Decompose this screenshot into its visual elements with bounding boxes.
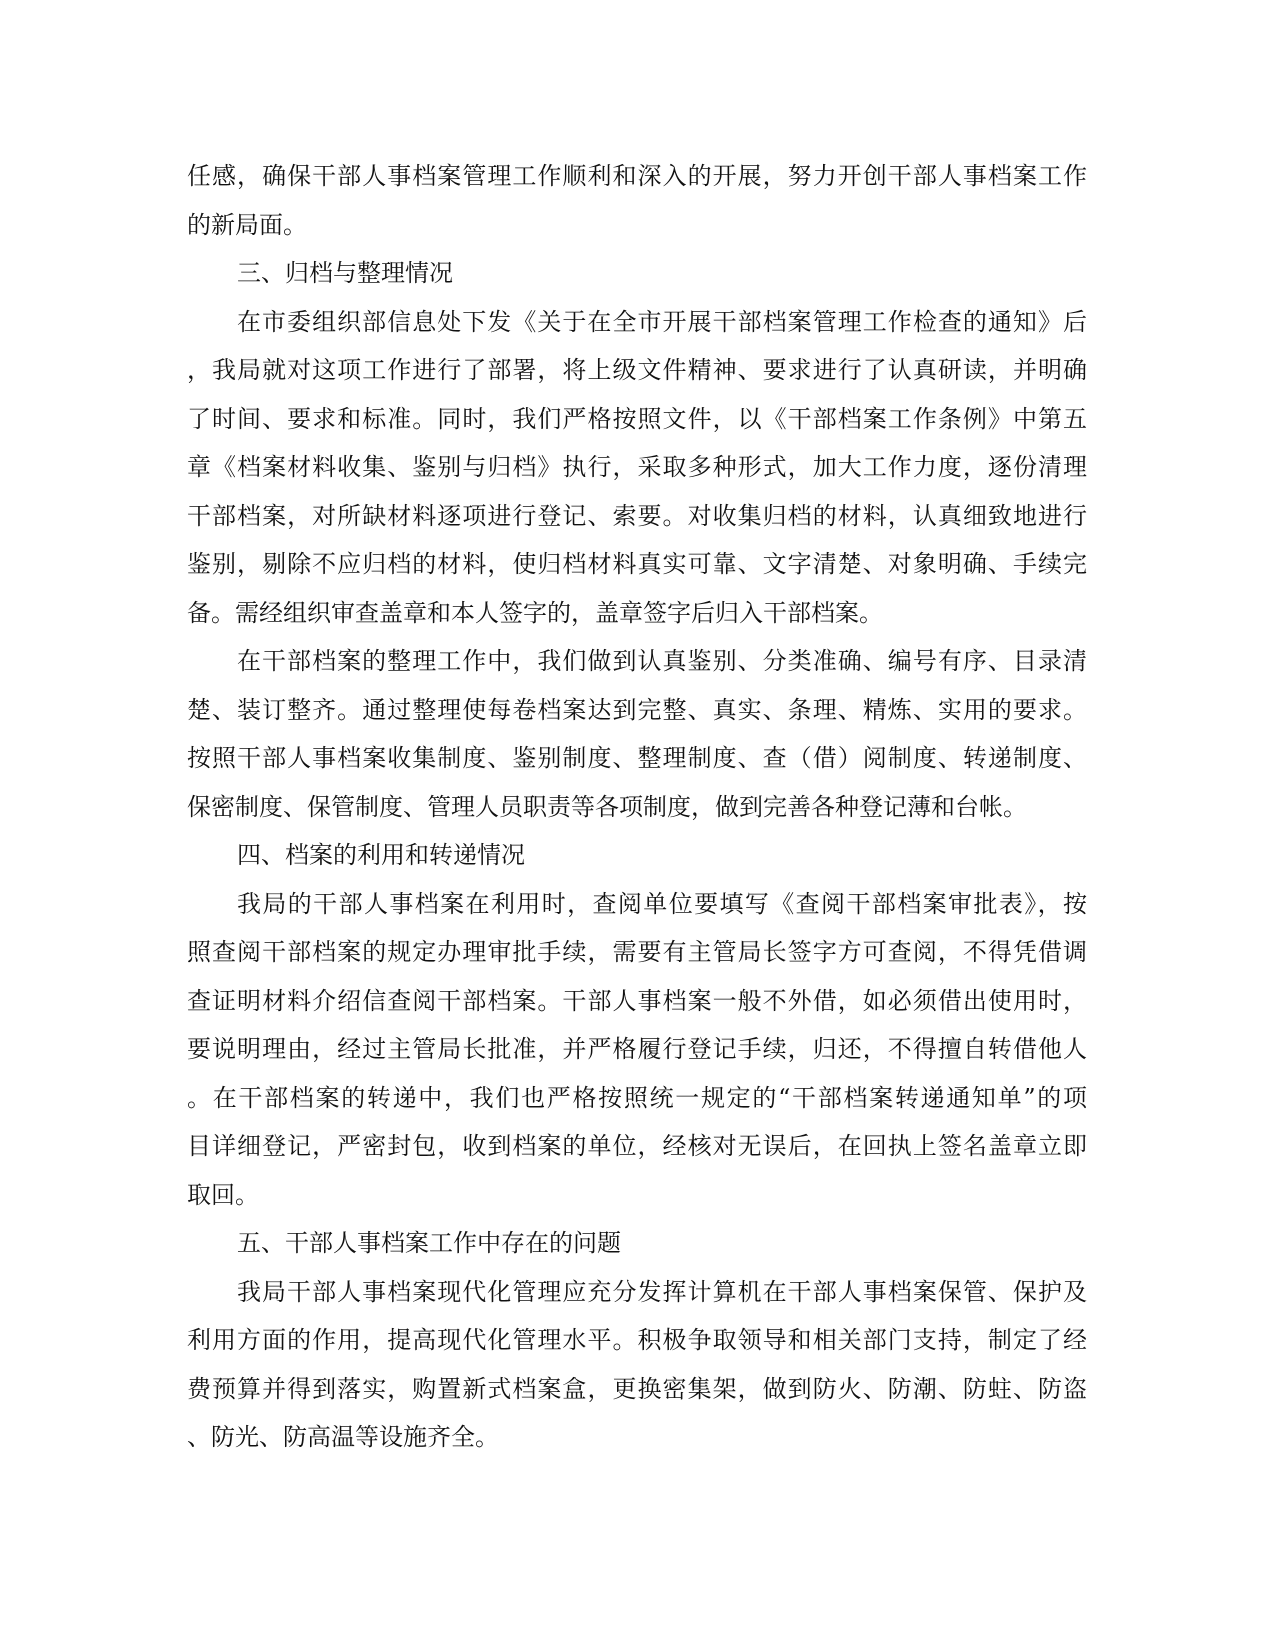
text-line: 我局的干部人事档案在利用时，查阅单位要填写《查阅干部档案审批表》，按 xyxy=(237,889,1087,918)
text-line: 的新局面。 xyxy=(187,210,307,239)
text-line: 鉴别，剔除不应归档的材料，使归档材料真实可靠、文字清楚、对象明确、手续完 xyxy=(187,550,1087,578)
text-line: 楚、装订整齐。通过整理使每卷档案达到完整、真实、条理、精炼、实用的要求。 xyxy=(187,695,1087,724)
document-body xyxy=(187,152,1087,1462)
text-line: 保密制度、保管制度、管理人员职责等各项制度，做到完善各种登记薄和台帐。 xyxy=(187,792,1027,821)
text-line: 备。需经组织审查盖章和本人签字的，盖章签字后归入干部档案。 xyxy=(187,598,883,627)
text-line: 我局干部人事档案现代化管理应充分发挥计算机在干部人事档案保管、保护及 xyxy=(237,1277,1087,1306)
text-line: 查证明材料介绍信查阅干部档案。干部人事档案一般不外借，如必须借出使用时， xyxy=(187,986,1087,1015)
text-line: 四、档案的利用和转递情况 xyxy=(237,841,525,869)
text-line: 照查阅干部档案的规定办理审批手续，需要有主管局长签字方可查阅，不得凭借调 xyxy=(187,938,1087,966)
text-line: 任感，确保干部人事档案管理工作顺利和深入的开展，努力开创干部人事档案工作 xyxy=(187,162,1087,190)
text-line: 五、干部人事档案工作中存在的问题 xyxy=(237,1229,621,1257)
text-line: 章《档案材料收集、鉴别与归档》执行，采取多种形式，加大工作力度，逐份清理 xyxy=(187,453,1087,481)
text-line: 三、归档与整理情况 xyxy=(237,259,453,287)
text-line: 了时间、要求和标准。同时，我们严格按照文件，以《干部档案工作条例》中第五 xyxy=(187,404,1087,433)
text-line: 。在干部档案的转递中，我们也严格按照统一规定的“干部档案转递通知单”的项 xyxy=(187,1083,1087,1112)
text-line: 要说明理由，经过主管局长批准，并严格履行登记手续，归还，不得擅自转借他人 xyxy=(187,1035,1087,1063)
text-line: 利用方面的作用，提高现代化管理水平。积极争取领导和相关部门支持，制定了经 xyxy=(187,1326,1087,1354)
text-line: 在干部档案的整理工作中，我们做到认真鉴别、分类准确、编号有序、目录清 xyxy=(237,647,1087,675)
text-line: 费预算并得到落实，购置新式档案盒，更换密集架，做到防火、防潮、防蛀、防盗 xyxy=(187,1374,1087,1403)
text-line: 干部档案，对所缺材料逐项进行登记、索要。对收集归档的材料，认真细致地进行 xyxy=(187,501,1087,530)
text-line: 按照干部人事档案收集制度、鉴别制度、整理制度、查（借）阅制度、转递制度、 xyxy=(187,744,1087,772)
text-line: ，我局就对这项工作进行了部署，将上级文件精神、要求进行了认真研读，并明确 xyxy=(187,356,1087,384)
text-line: 取回。 xyxy=(187,1180,259,1209)
text-line: 、防光、防高温等设施齐全。 xyxy=(187,1423,499,1451)
text-line: 在市委组织部信息处下发《关于在全市开展干部档案管理工作检查的通知》后 xyxy=(237,307,1087,336)
text-line: 目详细登记，严密封包，收到档案的单位，经核对无误后，在回执上签名盖章立即 xyxy=(187,1132,1087,1160)
